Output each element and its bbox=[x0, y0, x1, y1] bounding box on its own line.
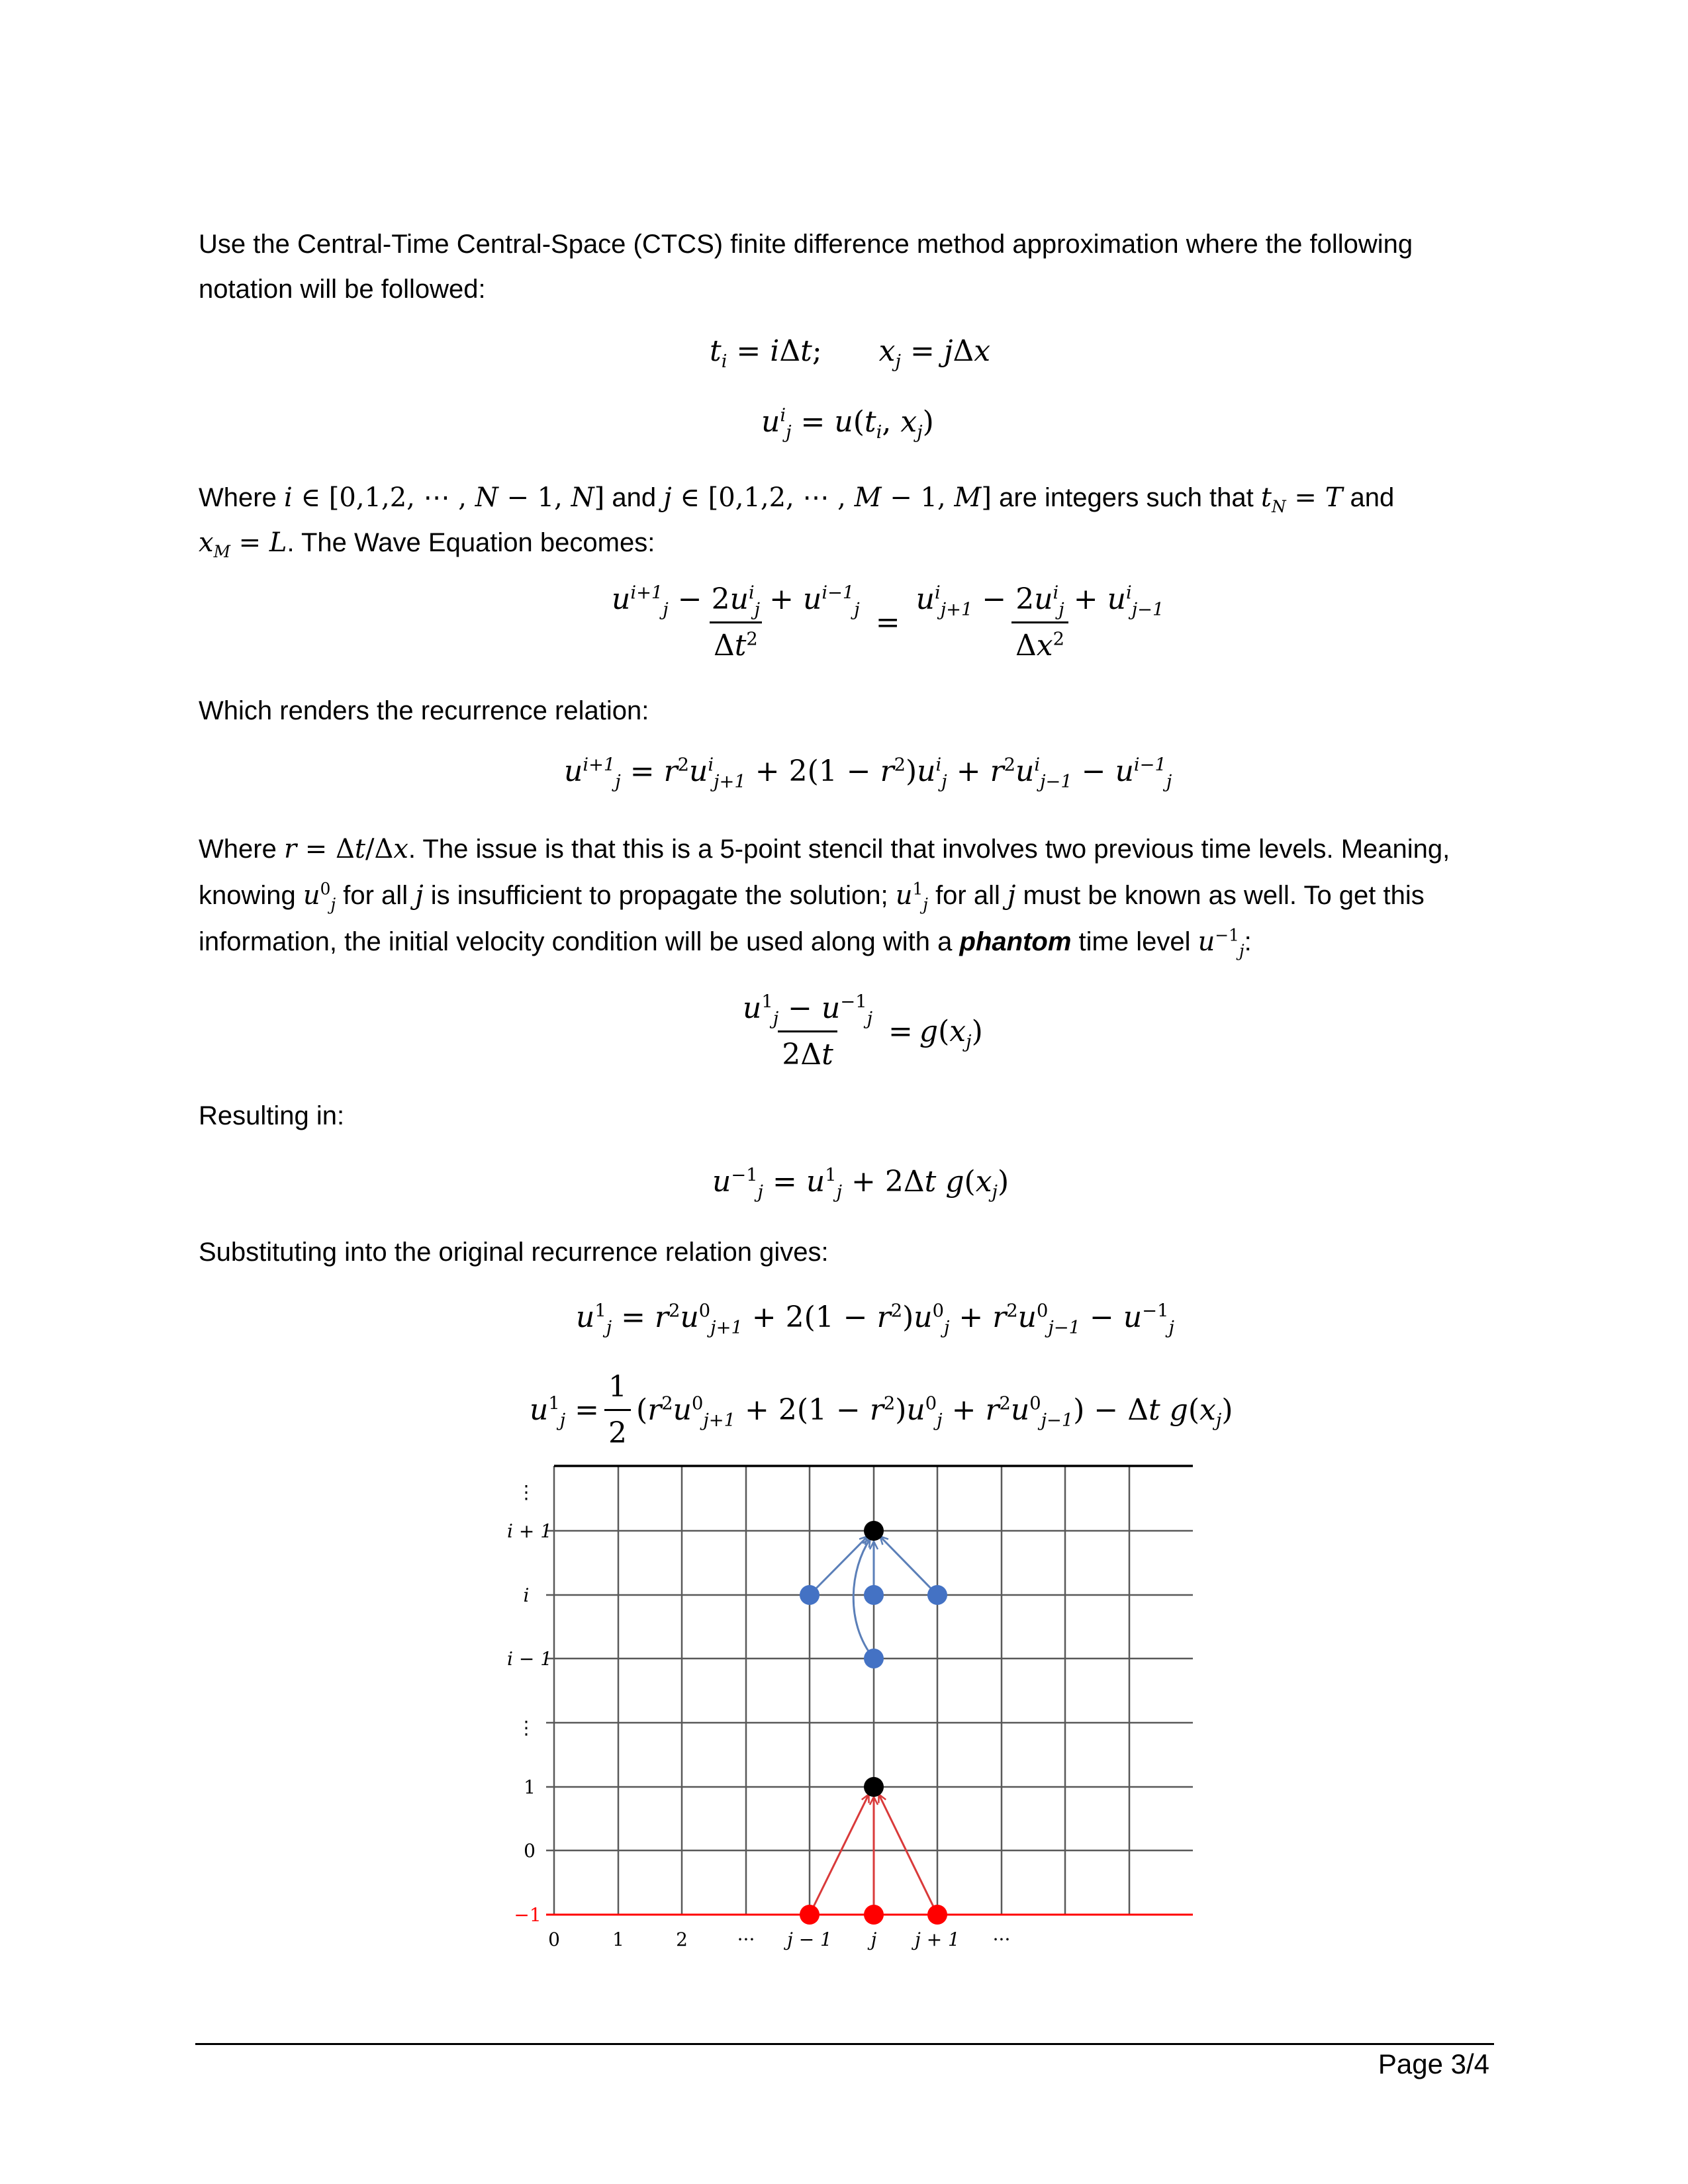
equation-initial-velocity: $\frac{u^1_j - u^{-1}_j}{2\Delta t}$ = $g(x_j)$ bbox=[743, 991, 983, 1071]
y-label-ellipsis-top: ⋮ bbox=[517, 1481, 536, 1503]
where-and-2: and bbox=[1350, 483, 1395, 512]
x-label-j-plus-1: j + 1 bbox=[915, 1929, 960, 1950]
stencil-text-2: for all bbox=[343, 881, 408, 910]
x-label-1: 1 bbox=[612, 1929, 624, 1950]
x-label-2: 2 bbox=[676, 1929, 688, 1950]
stencil-phantom: phantom bbox=[959, 927, 1072, 956]
stencil-text-6: time level bbox=[1078, 927, 1191, 956]
x-label-ellipsis-1: ··· bbox=[737, 1929, 755, 1950]
equation-u-notation: $u^i_j = u(t_i$, $x_j$) bbox=[761, 405, 934, 443]
stencil-where: Where bbox=[199, 835, 277, 864]
stencil-paragraph: Where r = Δt/Δx. The issue is that this is a 5-point stencil that involves two previous time levels. Meaning, knowing $u^0_j$ for all j is insufficient to propagate the solution; $u^1_j$ for all j must be known as well. To get this information, the initial velocity condition will be used along with a phantom time level $u^{-1}_j$: bbox=[199, 834, 1450, 960]
node-target-i-plus-1 bbox=[864, 1521, 884, 1541]
where-are: are integers such that bbox=[999, 483, 1254, 512]
stencil-colon: : bbox=[1244, 927, 1252, 956]
page-number: Page 3/4 bbox=[1378, 2048, 1489, 2079]
substituting-label: Substituting into the original recurrence relation gives: bbox=[199, 1238, 829, 1267]
red-stencil-arrows bbox=[810, 1795, 937, 1915]
intro-paragraph: Use the Central-Time Central-Space (CTCS) finite difference method approximation where the following notation will be followed: bbox=[199, 230, 1413, 304]
stencil-text-4: for all bbox=[935, 881, 1000, 910]
where-tail: . The Wave Equation becomes: bbox=[287, 528, 655, 557]
stencil-text-3: is insufficient to propagate the solution; bbox=[430, 881, 888, 910]
equation-phantom-level: $u^{-1}_j = u^1_j + 2\Delta t$ $g(x_j)$ bbox=[712, 1165, 1009, 1203]
x-label-j-minus-1: j − 1 bbox=[787, 1929, 832, 1950]
recurrence-intro: Which renders the recurrence relation: bbox=[199, 696, 649, 725]
equation-grid-notation: $t_i = i\Delta t$; $x_j = j\Delta x$ bbox=[710, 334, 991, 372]
where-and-1: and bbox=[612, 483, 657, 512]
y-label-1: 1 bbox=[524, 1776, 536, 1798]
where-indices-paragraph: Where i ∈ [0,1,2, ⋯ , N − 1, N] and j ∈ [0,1,2, ⋯ , M − 1, M] are integers such that $t_N = T$ and $x_M = L$. The Wave Equation becomes: bbox=[199, 482, 1395, 561]
y-label-ellipsis-mid: ⋮ bbox=[517, 1717, 536, 1739]
node-target-1 bbox=[864, 1777, 884, 1797]
node-phantom-j-minus-1 bbox=[800, 1905, 820, 1925]
equation-first-step: $u^1_j = r^2u^0_{j+1} + 2(1 - r^2)u^0_j + r^2u^0_{j-1} - u^{-1}_j$ bbox=[576, 1300, 1174, 1338]
x-label-j: j bbox=[870, 1929, 877, 1950]
node-phantom-j-plus-1 bbox=[927, 1905, 947, 1925]
node-phantom-j bbox=[864, 1905, 884, 1925]
equation-discrete-wave: $\frac{u^{i+1}_j - 2u^i_j + u^{i-1}_j}{\Delta t^2}$ = $\frac{u^i_{j+1} - 2u^i_j + u^i_{j-1}}{\Delta x^2}$ bbox=[612, 582, 1164, 662]
equation-recurrence: $u^{i+1}_j = r^2u^i_{j+1} + 2(1 - r^2)u^i_j + r^2u^i_{j-1} - u^{i-1}_j$ bbox=[564, 754, 1172, 792]
y-label-i: i bbox=[523, 1584, 530, 1606]
stencil-grid-figure bbox=[490, 1453, 1205, 1962]
y-label-minus-1: −1 bbox=[514, 1904, 541, 1926]
node-i-j-plus-1 bbox=[927, 1585, 947, 1605]
node-i-minus-1-j bbox=[864, 1649, 884, 1668]
y-label-i-minus-1: i − 1 bbox=[506, 1648, 553, 1670]
x-label-0: 0 bbox=[548, 1929, 560, 1950]
where-lead: Where bbox=[199, 483, 277, 512]
footer-divider bbox=[195, 2043, 1494, 2045]
stencil-text-1: . The issue is that this is a 5-point stencil that involves two previous time levels. Meaning, knowing bbox=[199, 835, 1450, 910]
stencil-text-5: must be known as well. To get this information, the initial velocity condition will be used along with a bbox=[199, 881, 1425, 956]
x-label-ellipsis-2: ··· bbox=[992, 1929, 1011, 1950]
y-label-0: 0 bbox=[524, 1840, 536, 1862]
resulting-label: Resulting in: bbox=[199, 1101, 345, 1130]
node-i-j bbox=[864, 1585, 884, 1605]
y-label-i-plus-1: i + 1 bbox=[506, 1520, 553, 1542]
equation-first-step-final: $u^1_j$ = $\frac{1}{2}$ $(r^2u^0_{j+1} + 2(1 - r^2)u^0_j + r^2u^0_{j-1}) - \Delta t$ $g(x_j)$ bbox=[530, 1370, 1233, 1450]
node-i-j-minus-1 bbox=[800, 1585, 820, 1605]
grid-horizontal-lines bbox=[546, 1531, 1193, 1850]
